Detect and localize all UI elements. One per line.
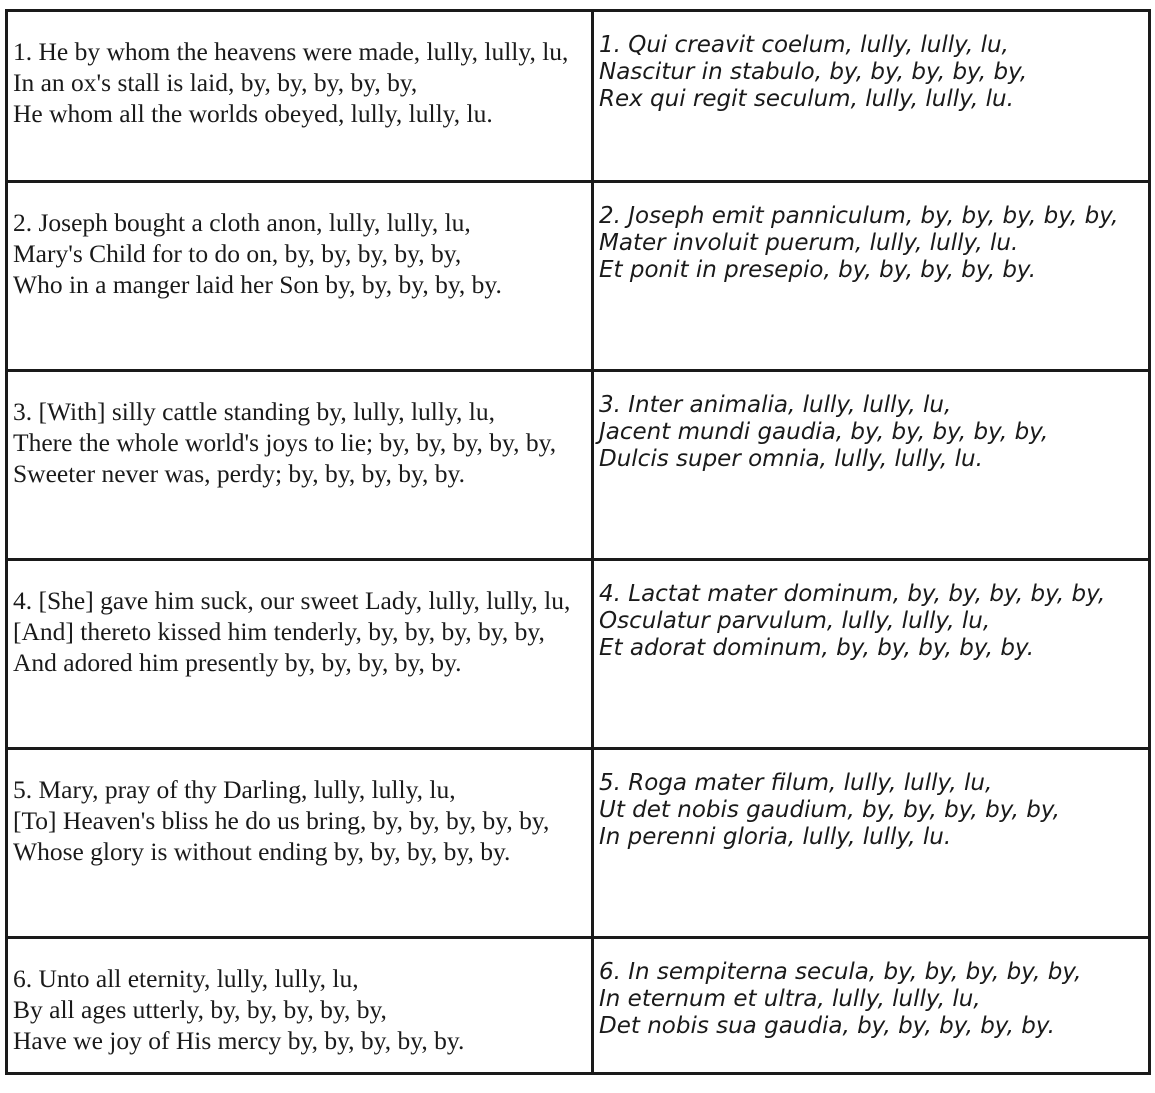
latin-stanza-cell <box>593 560 1150 749</box>
latin-stanza-cell <box>593 182 1150 371</box>
english-stanza-cell <box>7 11 593 182</box>
latin-verse-line: 3. Inter animalia, lully, lully, lu, <box>599 392 952 418</box>
english-verse-line: 1. He by whom the heavens were made, lully, lully, lu, <box>13 37 569 66</box>
stanza-row <box>7 560 1150 749</box>
english-verse-line: 5. Mary, pray of thy Darling, lully, lully, lu, <box>13 775 456 804</box>
english-verse-line: [And] thereto kissed him tenderly, by, by, by, by, by, <box>13 617 545 646</box>
english-verse-line: There the whole world's joys to lie; by, by, by, by, by, <box>13 428 557 457</box>
english-verse-line: 3. [With] silly cattle standing by, lully, lully, lu, <box>13 397 495 426</box>
latin-verse-line: Jacent mundi gaudia, by, by, by, by, by, <box>599 419 1049 445</box>
latin-verse-line: Et ponit in presepio, by, by, by, by, by. <box>599 257 1037 283</box>
english-verse-line: Who in a manger laid her Son by, by, by, by, by. <box>13 270 502 299</box>
english-verse-line: 4. [She] gave him suck, our sweet Lady, lully, lully, lu, <box>13 586 571 615</box>
english-verse-line: And adored him presently by, by, by, by, by. <box>13 648 462 677</box>
english-stanza-cell <box>7 371 593 560</box>
latin-verse-line: Dulcis super omnia, lully, lully, lu. <box>599 446 983 472</box>
latin-verse-line: Nascitur in stabulo, by, by, by, by, by, <box>599 59 1028 85</box>
english-stanza-cell <box>7 560 593 749</box>
latin-stanza-cell <box>593 938 1150 1074</box>
latin-verse-line: Rex qui regit seculum, lully, lully, lu. <box>599 86 1014 112</box>
english-stanza-cell <box>7 938 593 1074</box>
english-stanza-cell <box>7 749 593 938</box>
latin-verse-line: Osculatur parvulum, lully, lully, lu, <box>599 608 991 634</box>
latin-verse-line: Ut det nobis gaudium, by, by, by, by, by, <box>599 797 1060 823</box>
latin-verse-line: 1. Qui creavit coelum, lully, lully, lu, <box>599 32 1009 58</box>
latin-verse-line: Et adorat dominum, by, by, by, by, by. <box>599 635 1035 661</box>
latin-verse-line: 4. Lactat mater dominum, by, by, by, by, by, <box>599 581 1106 607</box>
verse-table <box>5 9 1151 1075</box>
english-verse-line: In an ox's stall is laid, by, by, by, by, by, <box>13 68 418 97</box>
latin-stanza-cell <box>593 371 1150 560</box>
english-verse-line: 6. Unto all eternity, lully, lully, lu, <box>13 964 359 993</box>
stanza-row <box>7 371 1150 560</box>
latin-verse-line: Mater involuit puerum, lully, lully, lu. <box>599 230 1019 256</box>
english-verse-line: He whom all the worlds obeyed, lully, lully, lu. <box>13 99 493 128</box>
latin-stanza-cell <box>593 749 1150 938</box>
latin-stanza-cell <box>593 11 1150 182</box>
english-verse-line: Whose glory is without ending by, by, by, by, by. <box>13 837 511 866</box>
latin-verse-line: Det nobis sua gaudia, by, by, by, by, by. <box>599 1013 1055 1039</box>
stanza-row <box>7 182 1150 371</box>
stanza-row <box>7 938 1150 1074</box>
latin-verse-line: In eternum et ultra, lully, lully, lu, <box>599 986 981 1012</box>
english-verse-line: [To] Heaven's bliss he do us bring, by, by, by, by, by, <box>13 806 550 835</box>
english-verse-line: 2. Joseph bought a cloth anon, lully, lully, lu, <box>13 208 471 237</box>
english-verse-line: Sweeter never was, perdy; by, by, by, by, by. <box>13 459 466 488</box>
latin-verse-line: In perenni gloria, lully, lully, lu. <box>599 824 952 850</box>
english-verse-line: By all ages utterly, by, by, by, by, by, <box>13 995 387 1024</box>
english-stanza-cell <box>7 182 593 371</box>
latin-verse-line: 5. Roga mater filum, lully, lully, lu, <box>599 770 993 796</box>
stanza-row <box>7 11 1150 182</box>
english-verse-line: Have we joy of His mercy by, by, by, by, by. <box>13 1026 465 1055</box>
latin-verse-line: 6. In sempiterna secula, by, by, by, by, by, <box>599 959 1082 985</box>
latin-verse-line: 2. Joseph emit panniculum, by, by, by, by, by, <box>599 203 1119 229</box>
stanza-row <box>7 749 1150 938</box>
english-verse-line: Mary's Child for to do on, by, by, by, by, by, <box>13 239 462 268</box>
